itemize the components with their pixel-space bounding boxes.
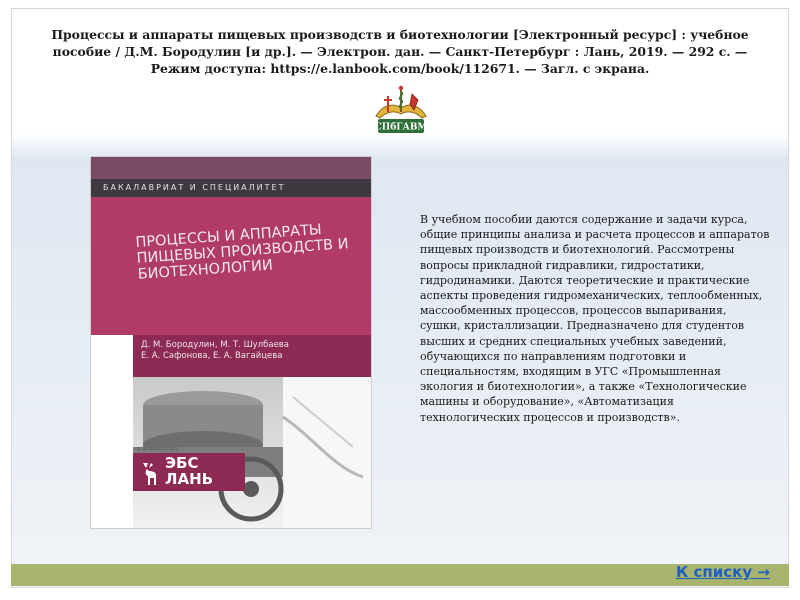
logo-emblem-icon xyxy=(376,86,426,118)
ebs-line2: ЛАНЬ xyxy=(165,470,214,488)
logo-text: СПбГАВМ xyxy=(374,122,428,133)
university-logo xyxy=(368,82,434,138)
ebs-lan-text xyxy=(165,455,245,487)
back-to-list-link[interactable]: К списку → xyxy=(676,563,770,581)
bibliographic-citation: Процессы и аппараты пищевых производств и биотехнологии [Электронный ресурс] : учебное пособие / Д.М. Бородулин [и др.]. — Электрон. дан. — Санкт-Петербург : Лань, 2019. — 292 с. — Режим доступа: https://e.lanbook.com/book/112671. — Загл. с экрана. xyxy=(51,27,749,76)
ebs-line1: ЭБС xyxy=(165,454,199,472)
cover-series-label: БАКАЛАВРИАТ И СПЕЦИАЛИТЕТ xyxy=(103,183,286,192)
book-cover xyxy=(91,157,371,528)
ebs-url: e.lanbook.com xyxy=(137,446,178,452)
book-description: В учебном пособии даются содержание и задачи курса, общие принципы анализа и расчета процессов и аппаратов пищевых производств и биотехнологий. Рассмотрены вопросы прикладной гидравлики, гидростатики, гидродинамики. Даются теоретические и практические аспекты проведения гидромеханических, теплообменных, массообменных процессов, процессов выпаривания, сушки, кристаллизации. Предназначено для студентов высших и средних специальных учебных заведений, обучающихся по направлениям подготовки и специальностям, входящим в УГС «Промышленная экология и биотехнологии», а также «Технологические машины и оборудование», «Автоматизация технологических процессов и производств». xyxy=(420,213,770,424)
cover-title: ПРОЦЕССЫ И АППАРАТЫ ПИЩЕВЫХ ПРОИЗВОДСТВ И БИОТЕХНОЛОГИИ xyxy=(135,221,350,283)
cover-authors-line2: Е. А. Сафонова, Е. А. Вагайцева xyxy=(141,351,283,361)
cover-top-band xyxy=(91,157,371,179)
deer-icon xyxy=(139,459,161,487)
bottom-bar xyxy=(11,564,789,586)
cover-authors-line1: Д. М. Бородулин, М. Т. Шулбаева xyxy=(141,340,290,350)
cover-authors xyxy=(141,340,361,362)
